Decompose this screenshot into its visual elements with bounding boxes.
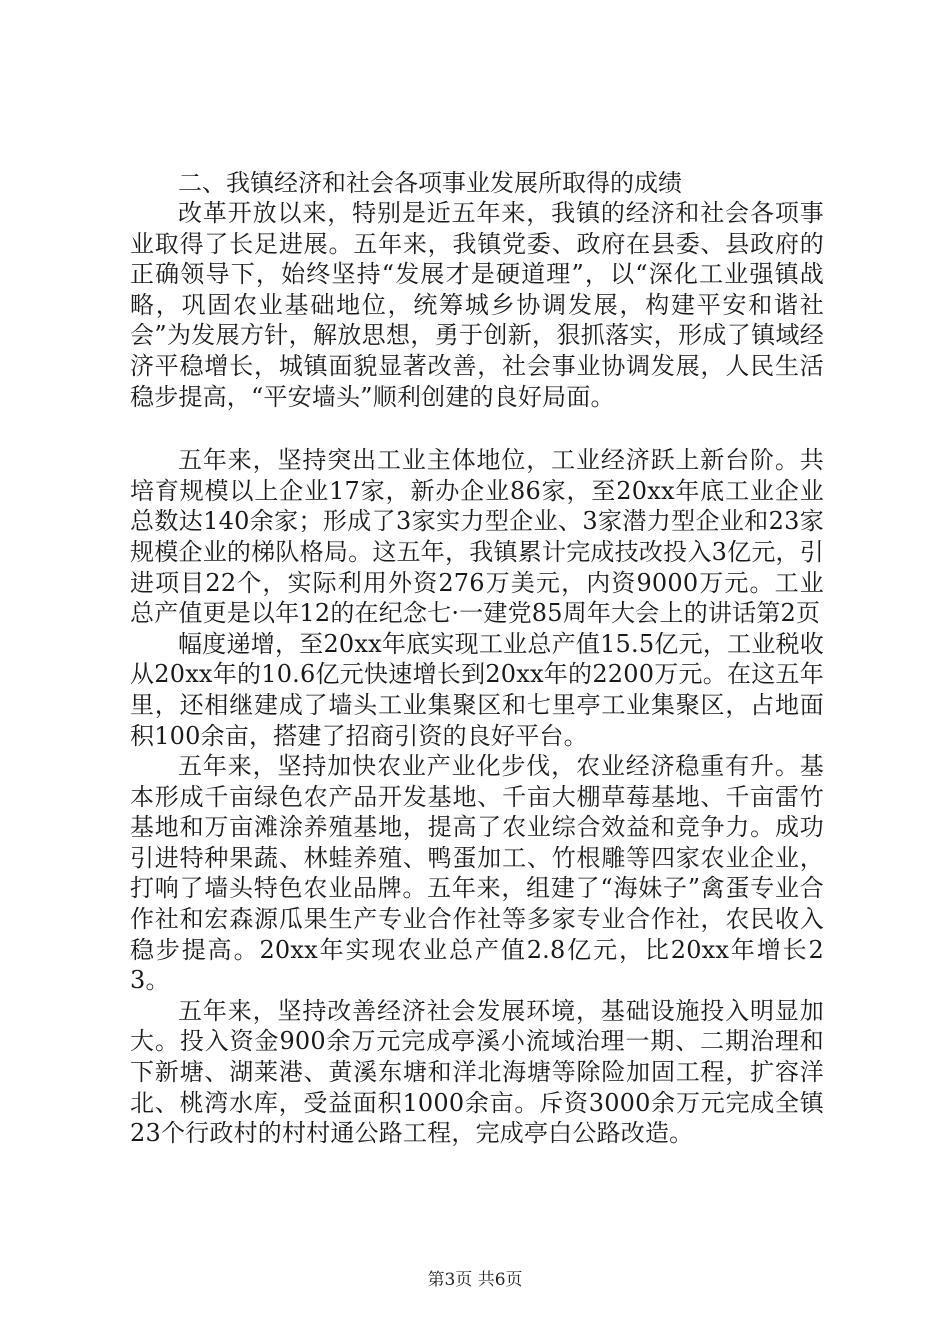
paragraph-intro: 改革开放以来，特别是近五年来，我镇的经济和社会各项事业取得了长足进展。五年来，我镇党委、政府在县委、县政府的正确领导下，始终坚持“发展才是硬道理”，以“深化工业强镇战略，巩固农业基础地位，统筹城乡协调发展，构建平安和谐社会”为发展方针，解放思想，勇于创新，狠抓落实，形成了镇域经济平稳增长，城镇面貌显著改善，社会事业协调发展，人民生活稳步提高，“平安墙头”顺利创建的良好局面。 [130,199,824,411]
paragraph-infrastructure: 五年来，坚持改善经济社会发展环境，基础设施投入明显加大。投入资金900余万元完成亭溪小流域治理一期、二期治理和下新塘、湖莱港、黄溪东塘和洋北海塘等除险加固工程，扩容洋北、桃湾水库，受益面积1000余亩。斥资3000余万元完成全镇23个行政村的村村通公路工程，完成亭白公路改造。 [130,996,824,1148]
paragraph-agriculture: 五年来，坚持加快农业产业化步伐，农业经济稳重有升。基本形成千亩绿色农产品开发基地、千亩大棚草莓基地、千亩雷竹基地和万亩滩涂养殖基地，提高了农业综合效益和竞争力。成功引进特种果蔬、林蛙养殖、鸭蛋加工、竹根雕等四家农业企业，打响了墙头特色农业品牌。五年来，组建了“海妹子”禽蛋专业合作社和宏森源瓜果生产专业合作社等多家专业合作社，农民收入稳步提高。20xx年实现农业总产值2.8亿元，比20xx年增长23。 [130,752,824,995]
document-body [130,168,824,1149]
page-footer: 第3页 共6页 [427,1270,523,1290]
paragraph-industry-cont: 幅度递增，至20xx年底实现工业总产值15.5亿元，工业税收从20xx年的10.6亿元快速增长到20xx年的2200万元。在这五年里，还相继建成了墙头工业集聚区和七里亭工业集聚区，占地面积100余亩，搭建了招商引资的良好平台。 [130,629,824,750]
paragraph-industry: 五年来，坚持突出工业主体地位，工业经济跃上新台阶。共培育规模以上企业17家，新办企业86家，至20xx年底工业企业总数达140余家；形成了3家实力型企业、3家潜力型企业和23家规模企业的梯队格局。这五年，我镇累计完成技改投入3亿元，引进项目22个，实际利用外资276万美元，内资9000万元。工业总产值更是以年12的在纪念七·一建党85周年大会上的讲话第2页 [130,446,824,628]
paragraph-gap [130,412,824,445]
section-heading: 二、我镇经济和社会各项事业发展所取得的成绩 [178,169,682,197]
